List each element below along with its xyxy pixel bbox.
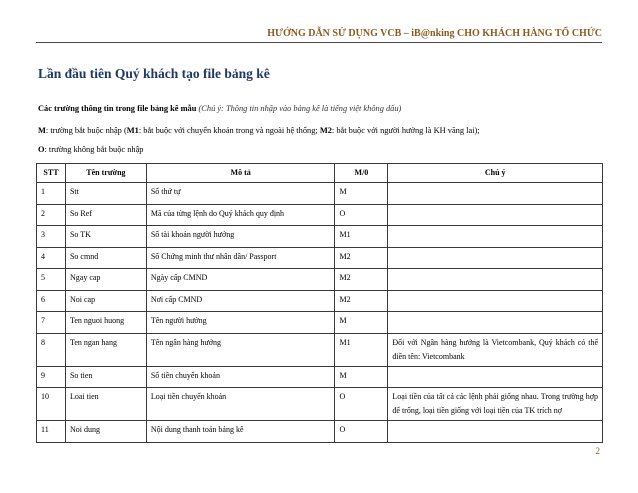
cell-description: Số tài khoản người hưởng bbox=[146, 226, 335, 248]
cell-mandatory: M2 bbox=[335, 269, 388, 291]
table-row bbox=[37, 183, 603, 205]
cell-description: Số thứ tự bbox=[146, 183, 335, 205]
cell-stt: 1 bbox=[37, 183, 66, 205]
header-description: Mô tả bbox=[146, 164, 335, 183]
intro-note: (Chú ý: Thông tin nhập vào bảng kê là tiếng việt không dấu) bbox=[198, 104, 402, 113]
cell-stt: 3 bbox=[37, 226, 66, 248]
legend-m-code: M bbox=[38, 126, 46, 135]
cell-field-name: Ten ngan hang bbox=[65, 333, 146, 366]
cell-description: Tên ngân hàng hưởng bbox=[146, 333, 335, 366]
section-title: Lần đầu tiên Quý khách tạo file bảng kê bbox=[38, 66, 270, 81]
cell-mandatory: M bbox=[335, 366, 388, 388]
header-field-name: Tên trường bbox=[65, 164, 146, 183]
cell-mandatory: M1 bbox=[335, 333, 388, 366]
cell-note: Loại tiền của tất cả các lệnh phải giống nhau. Trong trường hợp để trống, loại tiền giống với loại tiền của TK trích nợ bbox=[388, 388, 603, 421]
cell-field-name: Ten nguoi huong bbox=[65, 312, 146, 334]
cell-description: Nội dung thanh toán bảng kê bbox=[146, 421, 335, 443]
cell-note bbox=[388, 366, 603, 388]
cell-description: Loại tiền chuyển khoản bbox=[146, 388, 335, 421]
cell-note bbox=[388, 247, 603, 269]
page-header: HƯỚNG DẪN SỬ DỤNG VCB – iB@nking CHO KHÁCH HÀNG TỔ CHỨC bbox=[36, 28, 602, 43]
cell-stt: 8 bbox=[37, 333, 66, 366]
header-mandatory: M/0 bbox=[335, 164, 388, 183]
table-row bbox=[37, 247, 603, 269]
cell-field-name: So tien bbox=[65, 366, 146, 388]
cell-stt: 2 bbox=[37, 204, 66, 226]
cell-mandatory: O bbox=[335, 421, 388, 443]
cell-stt: 6 bbox=[37, 290, 66, 312]
table-row bbox=[37, 366, 603, 388]
legend-m-line bbox=[38, 126, 480, 135]
table-row bbox=[37, 226, 603, 248]
cell-stt: 10 bbox=[37, 388, 66, 421]
table-row bbox=[37, 204, 603, 226]
cell-description: Số Chứng minh thư nhân dân/ Passport bbox=[146, 247, 335, 269]
cell-description: Nơi cấp CMND bbox=[146, 290, 335, 312]
legend-o-text: : trường không bắt buộc nhập bbox=[44, 145, 144, 154]
cell-field-name: So cmnd bbox=[65, 247, 146, 269]
legend-o-line bbox=[38, 145, 144, 154]
table-row bbox=[37, 312, 603, 334]
cell-field-name: Ngay cap bbox=[65, 269, 146, 291]
cell-mandatory: O bbox=[335, 204, 388, 226]
legend-m2-text: : bắt buộc với người hưởng là KH vãng lai); bbox=[331, 126, 480, 135]
table-header-row bbox=[37, 164, 603, 183]
cell-note bbox=[388, 183, 603, 205]
cell-description: Mã của từng lệnh do Quý khách quy định bbox=[146, 204, 335, 226]
cell-description: Tên người hưởng bbox=[146, 312, 335, 334]
cell-field-name: So TK bbox=[65, 226, 146, 248]
table-row bbox=[37, 290, 603, 312]
table-row bbox=[37, 269, 603, 291]
table-row bbox=[37, 388, 603, 421]
cell-note: Đối với Ngân hàng hưởng là Vietcombank, Quý khách có thể điền tên: Vietcombank bbox=[388, 333, 603, 366]
header-stt: STT bbox=[37, 164, 66, 183]
header-note: Chú ý bbox=[388, 164, 603, 183]
intro-line bbox=[38, 104, 401, 113]
intro-bold: Các trường thông tin trong file bảng kê mẫu bbox=[38, 104, 197, 113]
legend-m-text: : trường bắt buộc nhập ( bbox=[45, 126, 127, 135]
table-row bbox=[37, 421, 603, 443]
cell-field-name: Noi dung bbox=[65, 421, 146, 443]
page-number: 2 bbox=[595, 446, 600, 456]
cell-field-name: So Ref bbox=[65, 204, 146, 226]
legend-o-code: O bbox=[38, 145, 45, 154]
legend-m1-code: M1 bbox=[126, 126, 139, 135]
cell-stt: 11 bbox=[37, 421, 66, 443]
cell-field-name: Loai tien bbox=[65, 388, 146, 421]
legend-m2-code: M2 bbox=[319, 126, 332, 135]
cell-note bbox=[388, 290, 603, 312]
cell-note bbox=[388, 421, 603, 443]
cell-mandatory: M1 bbox=[335, 226, 388, 248]
cell-mandatory: M2 bbox=[335, 290, 388, 312]
cell-field-name: Stt bbox=[65, 183, 146, 205]
cell-note bbox=[388, 269, 603, 291]
cell-mandatory: M2 bbox=[335, 247, 388, 269]
field-table bbox=[36, 163, 603, 443]
cell-note bbox=[388, 312, 603, 334]
cell-stt: 7 bbox=[37, 312, 66, 334]
cell-description: Ngày cấp CMND bbox=[146, 269, 335, 291]
legend-m1-text: : bắt buộc với chuyển khoản trong và ngoài hệ thống; bbox=[138, 126, 320, 135]
table-body bbox=[37, 183, 603, 443]
cell-note bbox=[388, 226, 603, 248]
cell-stt: 9 bbox=[37, 366, 66, 388]
cell-mandatory: O bbox=[335, 388, 388, 421]
cell-field-name: Noi cap bbox=[65, 290, 146, 312]
cell-mandatory: M bbox=[335, 312, 388, 334]
cell-stt: 4 bbox=[37, 247, 66, 269]
table-row bbox=[37, 333, 603, 366]
cell-mandatory: M bbox=[335, 183, 388, 205]
cell-stt: 5 bbox=[37, 269, 66, 291]
cell-note bbox=[388, 204, 603, 226]
cell-description: Số tiền chuyển khoản bbox=[146, 366, 335, 388]
